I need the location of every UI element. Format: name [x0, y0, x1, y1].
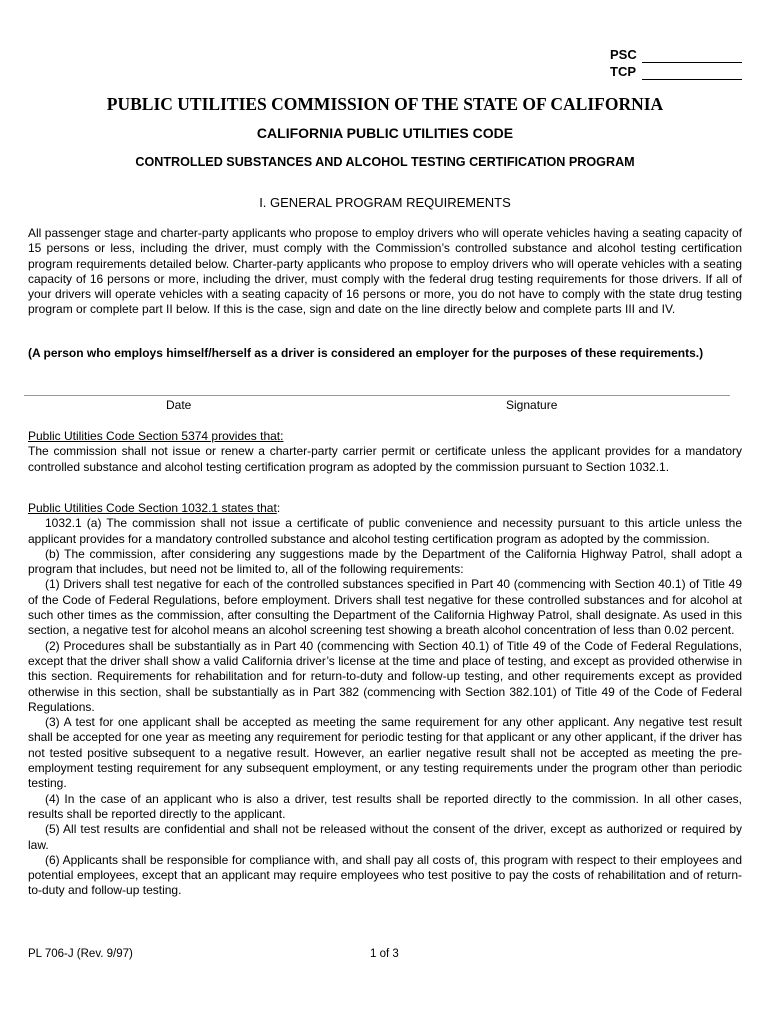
signature-label: Signature [506, 398, 558, 412]
section-1032-b3: (3) A test for one applicant shall be accepted as meeting the same requirement for any other applicant. Any negative test result shall be accepted for one year as meeting any requirement for periodic testing for that applicant or any other applicant, if the driver has not tested positive subsequent to a negative result. However, an earlier negative result shall not be accepted as meeting the pre-employment testing requirement for any subsequent employment, or any testing requirements under the program other than periodic testing. [28, 715, 742, 791]
page-number: 1 of 3 [370, 948, 399, 960]
section-heading: I. GENERAL PROGRAM REQUIREMENTS [259, 195, 511, 210]
section-1032-b6: (6) Applicants shall be responsible for compliance with, and shall pay all costs of, this program with respect to their employees and potential employees, except that an applicant may require employees who test positive to pay the costs of rehabilitation and of return-to-duty and follow-up testing. [28, 852, 742, 898]
psc-field[interactable] [642, 50, 742, 63]
section-1032-b5: (5) All test results are confidential and shall not be released without the consent of the driver, except as authorized or required by law. [28, 822, 742, 852]
section-5374-heading: Public Utilities Code Section 5374 provides that: [28, 429, 284, 443]
section-1032-b1: (1) Drivers shall test negative for each of the controlled substances specified in Part 40 (commencing with Section 40.1) of Title 49 of the Code of Federal Regulations, before employment. Drivers shall test negative for these controlled substances and for alcohol at such other times as the commission, after consulting the Department of the California Highway Patrol, shall designate. As used in this section, a negative test for alcohol means an alcohol screening test showing a breath alcohol concentration of less than 0.02 percent. [28, 577, 742, 638]
section-1032-colon: : [276, 501, 281, 515]
psc-row [610, 46, 750, 63]
form-id: PL 706-J (Rev. 9/97) [28, 948, 133, 960]
form-codes [610, 46, 750, 80]
subtitle-code: CALIFORNIA PUBLIC UTILITIES CODE [256, 125, 514, 141]
section-1032-a: 1032.1 (a) The commission shall not issue a certificate of public convenience and necessity pursuant to this article unless the applicant provides for a mandatory controlled substance and alcohol testing certification program as adopted by the commission. [28, 516, 742, 546]
section-1032-heading: Public Utilities Code Section 1032.1 states that [28, 501, 277, 515]
tcp-field[interactable] [642, 67, 742, 80]
section-1032-b4: (4) In the case of an applicant who is also a driver, test results shall be reported directly to the commission. In all other cases, results shall be reported directly to the applicant. [28, 791, 742, 821]
section-5374 [28, 429, 742, 475]
section-1032-b2: (2) Procedures shall be substantially as in Part 40 (commencing with Section 40.1) of Title 49 of the Code of Federal Regulations, except that the driver shall show a valid California driver’s license at the time and place of testing, and except as provided otherwise in this section. Requirements for rehabilitation and for return-to-duty and follow-up testing, and other requirements except as provided otherwise in this section, shall be substantially as in Part 382 (commencing with Section 382.101) of Title 49 of the Code of Federal Regulations. [28, 638, 742, 714]
subtitle-program: CONTROLLED SUBSTANCES AND ALCOHOL TESTING CERTIFICATION PROGRAM [135, 155, 635, 169]
section-1032-b: (b) The commission, after considering any suggestions made by the Department of the California Highway Patrol, shall adopt a program that includes, but need not be limited to, all of the following requirements: [28, 546, 742, 577]
tcp-label: TCP [610, 64, 636, 79]
page-title: PUBLIC UTILITIES COMMISSION OF THE STATE OF CALIFORNIA [106, 94, 664, 114]
employer-note: (A person who employs himself/herself as a driver is considered an employer for the purposes of these requirements.) [28, 346, 704, 360]
intro-paragraph: All passenger stage and charter-party applicants who propose to employ drivers who will operate vehicles having a seating capacity of 15 persons or less, including the driver, must comply with the Commission’s controlled substance and alcohol testing certification program requirements detailed below. Charter-party applicants who propose to employ drivers who will operate vehicles with a seating capacity of 16 persons or more, including the driver, must comply with the federal drug testing requirements for those drivers. If all of your drivers will operate vehicles with a seating capacity of 16 persons or more, you do not have to comply with the state drug testing program or complete part II below. If this is the case, sign and date on the line directly below and complete parts III and IV. [28, 226, 742, 317]
section-5374-text: The commission shall not issue or renew a charter-party carrier permit or certificate unless the applicant provides for a mandatory controlled substance and alcohol testing certification program as adopted by the commission pursuant to Section 1032.1. [28, 444, 742, 474]
signature-line[interactable] [24, 395, 730, 396]
psc-label: PSC [610, 47, 637, 62]
date-label: Date [166, 398, 192, 412]
section-1032 [28, 501, 742, 899]
tcp-row [610, 63, 750, 80]
